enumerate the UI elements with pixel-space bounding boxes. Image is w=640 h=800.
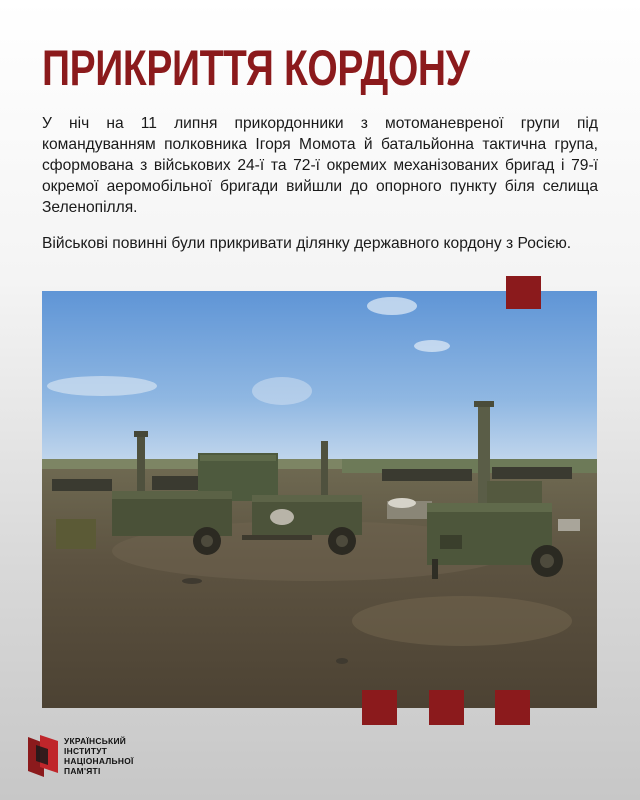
logo-line-2: ІНСТИТУТ xyxy=(64,746,108,756)
decor-square-bottom-2 xyxy=(429,690,464,725)
page-title: ПРИКРИТТЯ КОРДОНУ xyxy=(42,40,470,96)
decor-square-bottom-1 xyxy=(362,690,397,725)
field-kitchens-photo xyxy=(42,291,597,708)
logo-line-3: НАЦІОНАЛЬНОЇ xyxy=(64,756,134,766)
logo-line-1: УКРАЇНСЬКИЙ xyxy=(64,736,127,746)
decor-square-bottom-3 xyxy=(495,690,530,725)
paragraph-intro: У ніч на 11 липня прикордонники з мотоманевреної групи під командуванням полковника Ігоря Момота й батальйонна тактична група, сформована з військових 24-ї та 72-ї окремих механізованих бригад і 79-ї окремої аеромобільної бригади вийшли до опорного пункту біля селища Зеленопілля. xyxy=(42,115,598,216)
paragraph-task: Військові повинні були прикривати ділянку державного кордону з Росією. xyxy=(42,235,572,252)
uinp-logo-icon xyxy=(26,733,60,784)
logo-line-4: ПАМ'ЯТІ xyxy=(64,766,101,776)
decor-square-top xyxy=(506,276,541,309)
logo-text xyxy=(64,736,134,776)
